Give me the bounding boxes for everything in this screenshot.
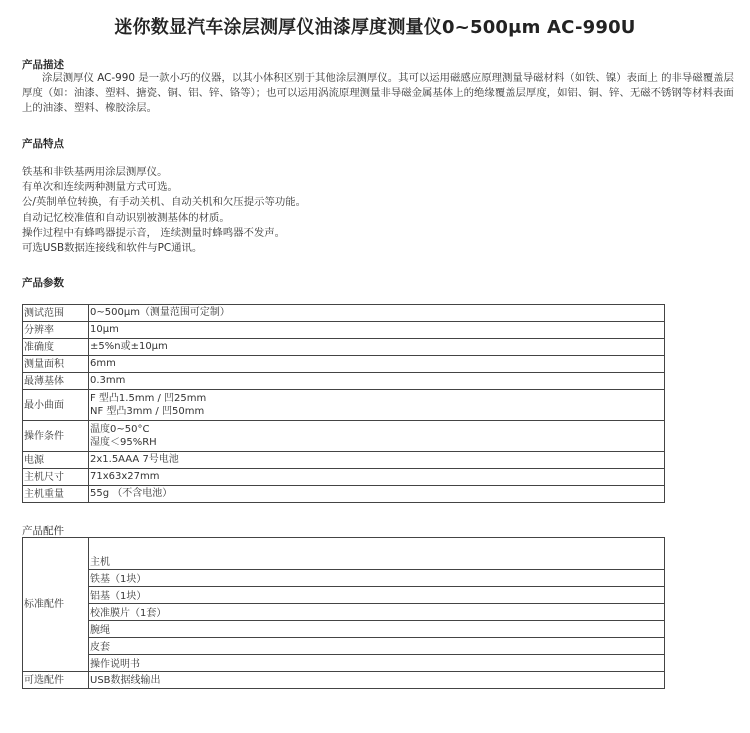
param-row	[23, 373, 665, 390]
param-value-line: NF 型凸3mm / 凹50mm	[90, 406, 205, 417]
params-table	[22, 304, 665, 503]
param-value-line: F 型凸1.5mm / 凹25mm	[90, 392, 207, 404]
accessory-item: 校准膜片（1套）	[89, 604, 665, 621]
param-row	[23, 390, 665, 421]
param-key: 测量面积	[23, 356, 89, 373]
optional-accessories-label: 可选配件	[23, 672, 89, 689]
param-value	[89, 486, 665, 503]
param-value	[89, 469, 665, 486]
accessory-row	[23, 587, 665, 604]
param-row	[23, 452, 665, 469]
param-value	[89, 421, 665, 452]
feature-item: 可选USB数据连接线和软件与PC通讯。	[22, 242, 203, 255]
param-row	[23, 356, 665, 373]
feature-item: 操作过程中有蜂鸣器提示音， 连续测量时蜂鸣器不发声。	[22, 226, 286, 239]
param-value	[89, 452, 665, 469]
accessory-row	[23, 655, 665, 672]
param-value-line: 10μm	[90, 324, 119, 336]
param-key: 准确度	[23, 339, 89, 356]
features-list	[22, 165, 306, 256]
accessory-item: 主机	[89, 538, 665, 570]
accessory-item: 操作说明书	[89, 655, 665, 672]
param-key: 最薄基体	[23, 373, 89, 390]
param-row	[23, 305, 665, 322]
param-row	[23, 469, 665, 486]
accessories-heading: 产品配件	[22, 525, 64, 537]
feature-item: 有单次和连续两种测量方式可选。	[22, 181, 178, 194]
description-heading: 产品描述	[22, 59, 64, 71]
feature-item: 公/英制单位转换，有手动关机、自动关机和欠压提示等功能。	[22, 196, 307, 209]
accessory-item: 铝基（1块）	[89, 587, 665, 604]
param-value	[89, 339, 665, 356]
features-heading: 产品特点	[22, 138, 64, 150]
param-row	[23, 322, 665, 339]
optional-accessory-value: USB数据线输出	[89, 672, 665, 689]
param-key: 测试范围	[23, 305, 89, 322]
param-value-line: 55g （不含电池）	[90, 488, 173, 500]
feature-item: 铁基和非铁基两用涂层测厚仪。	[22, 166, 168, 178]
param-value	[89, 373, 665, 390]
accessory-row	[23, 638, 665, 655]
accessory-row	[23, 570, 665, 587]
param-value	[89, 356, 665, 373]
param-value	[89, 322, 665, 339]
param-value-line: 温度0~50°C	[90, 423, 150, 435]
param-key: 主机重量	[23, 486, 89, 503]
param-key: 最小曲面	[23, 390, 89, 421]
param-key: 主机尺寸	[23, 469, 89, 486]
param-key: 分辨率	[23, 322, 89, 339]
optional-accessory-row	[23, 672, 665, 689]
description-text: 涂层测厚仪 AC-990 是一款小巧的仪器，以其小体积区别于其他涂层测厚仪。其可以运用磁感应原理测量导磁材料（如铁、镍）表面上 的非导磁覆盖层厚度（如：油漆、塑料、搪瓷、铜、铝、锌、铬等）；也可以运用涡流原理测量非导磁金属基体上的绝缘覆盖层厚度，如铝、铜、锌、无磁不锈钢等材料表面上的油漆、塑料、橡胶涂层。	[22, 72, 734, 114]
params-heading: 产品参数	[22, 277, 64, 289]
param-row	[23, 339, 665, 356]
standard-accessories-label: 标准配件	[23, 538, 89, 672]
accessory-row	[23, 621, 665, 638]
param-row	[23, 486, 665, 503]
param-key: 操作条件	[23, 421, 89, 452]
accessory-item: 铁基（1块）	[89, 570, 665, 587]
page-title: 迷你数显汽车涂层测厚仪油漆厚度测量仪0~500μm AC-990U	[114, 17, 636, 38]
param-value-line: 6mm	[90, 358, 116, 370]
feature-item: 自动记忆校准值和自动识别被测基体的材质。	[22, 211, 230, 224]
param-value-line: 0.3mm	[90, 375, 126, 387]
param-key: 电源	[23, 452, 89, 469]
param-value	[89, 390, 665, 421]
accessory-item: 皮套	[89, 638, 665, 655]
param-value-line: ±5%n或±10μm	[90, 341, 168, 353]
description-paragraph	[22, 71, 736, 116]
param-row	[23, 421, 665, 452]
param-value-line: 0~500μm（测量范围可定制）	[90, 307, 230, 319]
accessory-row	[23, 604, 665, 621]
param-value-line: 2x1.5AAA 7号电池	[90, 454, 179, 466]
accessories-table	[22, 537, 665, 689]
accessory-row	[23, 538, 665, 570]
accessory-item: 腕绳	[89, 621, 665, 638]
param-value-line: 71x63x27mm	[90, 471, 160, 483]
param-value-line: 湿度＜95%RH	[90, 437, 157, 448]
param-value	[89, 305, 665, 322]
